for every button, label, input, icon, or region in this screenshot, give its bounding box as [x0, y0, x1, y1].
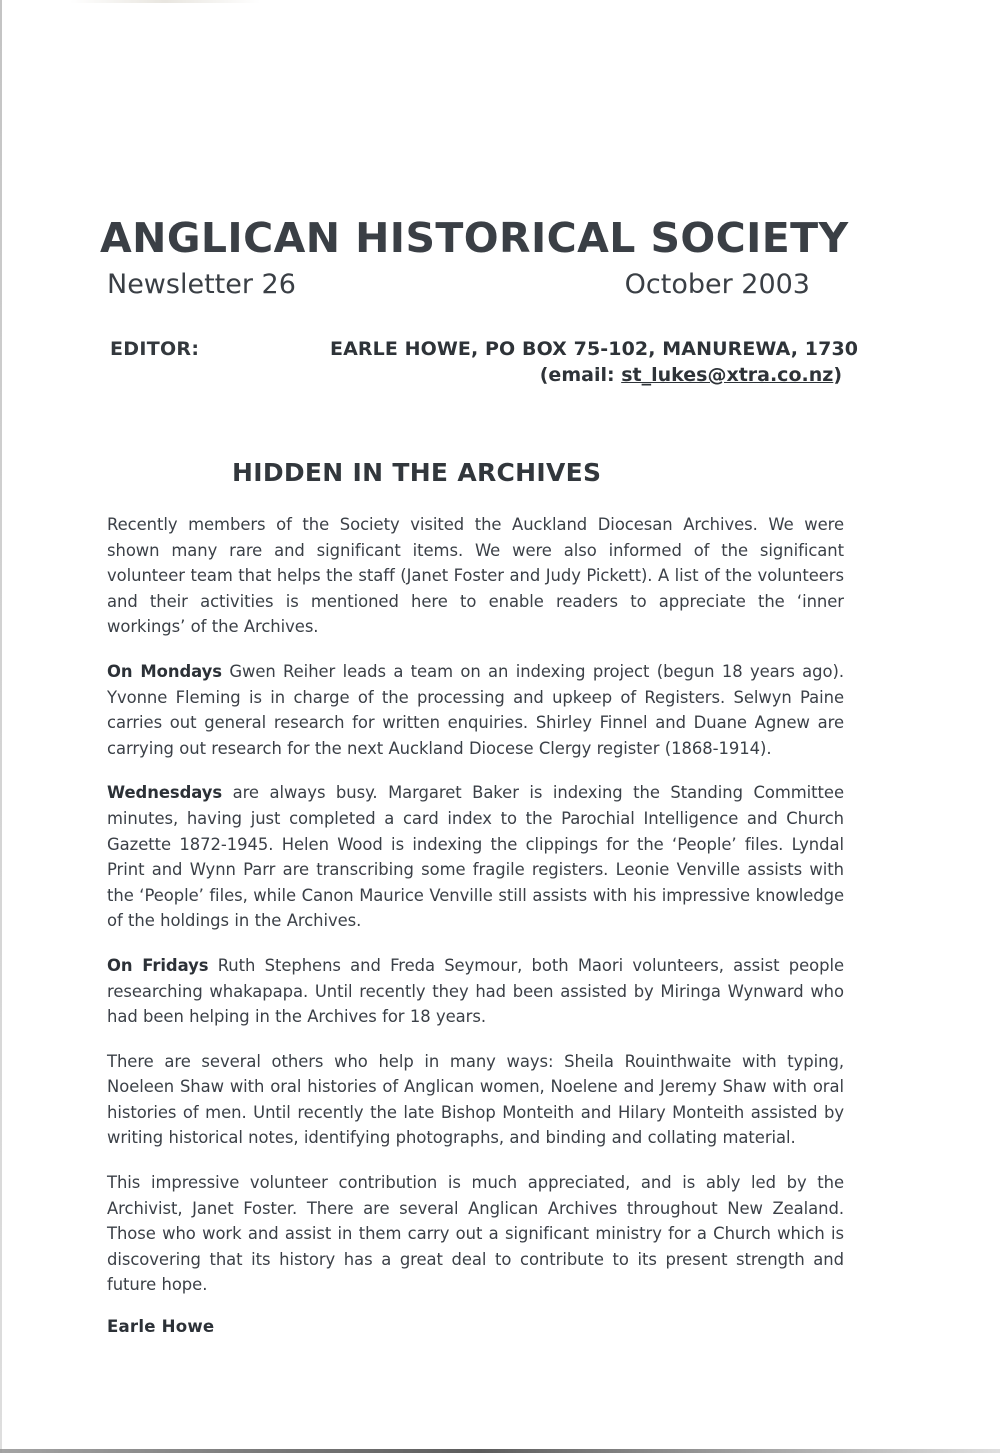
paragraph-wednesdays — [107, 780, 844, 934]
newsletter-issue-number: Newsletter 26 — [107, 269, 296, 300]
paragraph-closing — [107, 1170, 844, 1298]
paragraph-intro — [107, 512, 844, 640]
paragraph-mondays — [107, 659, 844, 761]
article-heading: HIDDEN IN THE ARCHIVES — [232, 458, 602, 487]
article-body — [107, 512, 844, 1336]
article-signature: Earle Howe — [107, 1317, 215, 1337]
newsletter-date: October 2003 — [624, 269, 810, 300]
paragraph-text: Gwen Reiher leads a team on an indexing project (begun 18 years ago). Yvonne Fleming is in charge of the processing and upkeep of Registers. Selwyn Paine carries out general research for written enquiries. Shirley Finnel and Duane Agnew are carrying out research for the next Auckland Diocese Clergy register (1868-1914). — [107, 661, 844, 758]
paragraph-fridays — [107, 953, 844, 1030]
paragraph-text: There are several others who help in many ways: Sheila Rouinthwaite with typing, Noeleen Shaw with oral histories of Anglican women, Noelene and Jeremy Shaw with oral histories of men. Until recently the late Bishop Monteith and Hilary Monteith assisted by writing historical notes, identifying photographs, and binding and collating material. — [107, 1051, 844, 1148]
editor-email-prefix: (email: — [539, 364, 622, 386]
paragraph-text: This impressive volunteer contribution is much appreciated, and is ably led by the Archivist, Janet Foster. There are several Anglican Archives throughout New Zealand. Those who work and assist in them carry out a significant ministry for a Church which is discovering that its history has a great deal to contribute to its present strength and future hope. — [107, 1173, 844, 1295]
editor-email-line — [330, 364, 842, 386]
page-title: ANGLICAN HISTORICAL SOCIETY — [100, 214, 849, 262]
masthead-subrow — [107, 269, 810, 300]
paragraph-others — [107, 1049, 844, 1151]
paragraph-text: Recently members of the Society visited the Auckland Diocesan Archives. We were shown many rare and significant items. We were also informed of the significant volunteer team that helps the staff (Janet Foster and Judy Pickett). A list of the volunteers and their activities is mentioned here to enable readers to appreciate the ‘inner workings’ of the Archives. — [107, 515, 844, 637]
paragraph-text: are always busy. Margaret Baker is indexing the Standing Committee minutes, having just completed a card index to the Parochial Intelligence and Church Gazette 1872-1945. Helen Wood is indexing the clippings for the ‘People’ files. Lyndal Print and Wynn Parr are transcribing some fragile registers. Leonie Venville assists with the ‘People’ files, while Canon Maurice Venville still assists with his impressive knowledge of the holdings in the Archives. — [107, 783, 844, 931]
paragraph-text: Ruth Stephens and Freda Seymour, both Maori volunteers, assist people researching whakapapa. Until recently they had been assisted by Miringa Wynward who had been helping in the Archives for 18 years. — [107, 955, 844, 1027]
editor-label: EDITOR: — [110, 338, 200, 360]
paragraph-lead-in: Wednesdays — [107, 783, 223, 803]
editor-email-suffix: ) — [833, 364, 842, 386]
paragraph-lead-in: On Fridays — [107, 955, 209, 975]
editor-email-link[interactable]: st_lukes@xtra.co.nz — [621, 364, 834, 386]
paragraph-lead-in: On Mondays — [107, 661, 222, 681]
editor-postal-address: EARLE HOWE, PO BOX 75-102, MANUREWA, 1730 — [330, 338, 859, 360]
